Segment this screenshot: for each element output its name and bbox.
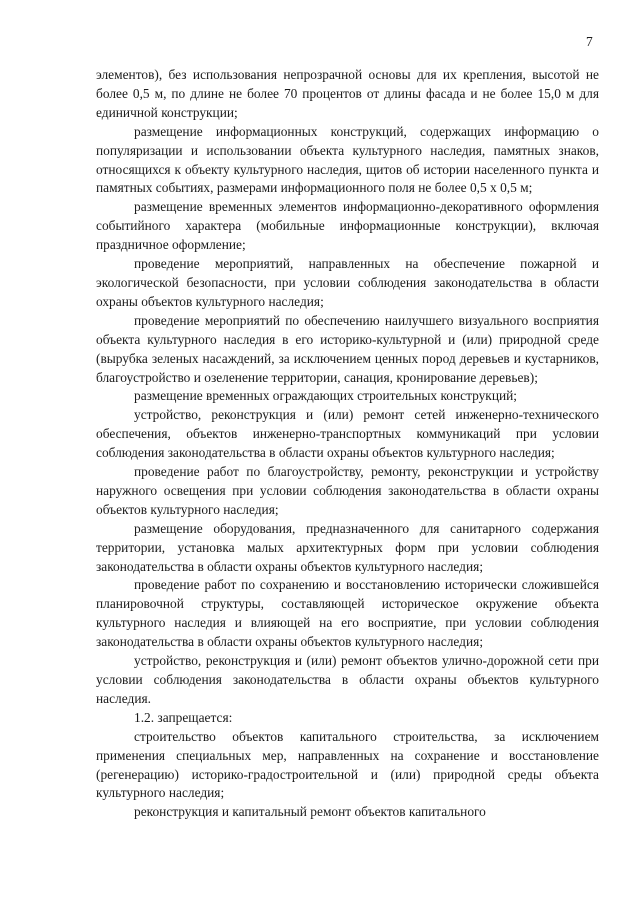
paragraph: проведение работ по сохранению и восстановлению исторически сложившейся планировочной структуры, составляющей историческое окружение объекта культурного наследия и влияющей на его восприятие, при условии соблюдения законодательства в области охраны объектов культурного наследия; <box>96 577 599 650</box>
paragraph: проведение мероприятий по обеспечению наилучшего визуального восприятия объекта культурного наследия в его историко-культурной и (или) природной среде (вырубка зеленых насаждений, за исключением ценных пород деревьев и кустарников, благоустройство и озеленение территории, санация, кронирование деревьев); <box>96 312 599 385</box>
page-number: 7 <box>586 34 593 49</box>
paragraph: строительство объектов капитального строительства, за исключением применения специальных мер, направленных на сохранение и восстановление (регенерацию) историко-градостроительной и (или) природной среды объекта культурного наследия; <box>96 728 599 801</box>
paragraph: устройство, реконструкция и (или) ремонт сетей инженерно-технического обеспечения, объектов инженерно-транспортных коммуникаций при условии соблюдения законодательства в области охраны объектов культурного наследия; <box>96 407 599 461</box>
paragraph: проведение мероприятий, направленных на обеспечение пожарной и экологической безопасности, при условии соблюдения законодательства в области охраны объектов культурного наследия; <box>96 256 599 309</box>
section-heading: 1.2. запрещается: <box>134 709 233 725</box>
paragraph: реконструкция и капитальный ремонт объектов капитального <box>134 804 486 820</box>
document-body <box>96 66 599 822</box>
paragraph: размещение оборудования, предназначенного для санитарного содержания территории, установка малых архитектурных форм при условии соблюдения законодательства в области охраны объектов культурного наследия; <box>96 520 599 574</box>
paragraph: размещение временных элементов информационно-декоративного оформления событийного характера (мобильные информационные конструкции), включая праздничное оформление; <box>96 199 599 253</box>
paragraph: устройство, реконструкция и (или) ремонт объектов улично-дорожной сети при условии соблюдения законодательства в области охраны объектов культурного наследия. <box>96 653 599 706</box>
paragraph: элементов), без использования непрозрачной основы для их крепления, высотой не более 0,5 м, по длине не более 70 процентов от длины фасада и не более 15,0 м для единичной конструкции; <box>96 67 599 120</box>
paragraph: размещение временных ограждающих строительных конструкций; <box>134 388 518 404</box>
paragraph: проведение работ по благоустройству, ремонту, реконструкции и устройству наружного освещения при условии соблюдения законодательства в области охраны объектов культурного наследия; <box>96 464 599 517</box>
paragraph: размещение информационных конструкций, содержащих информацию о популяризации и использовании объекта культурного наследия, памятных знаков, относящихся к объекту культурного наследия, щитов об истории населенного пункта и памятных событиях, размерами информационного поля не более 0,5 х 0,5 м; <box>96 123 599 196</box>
